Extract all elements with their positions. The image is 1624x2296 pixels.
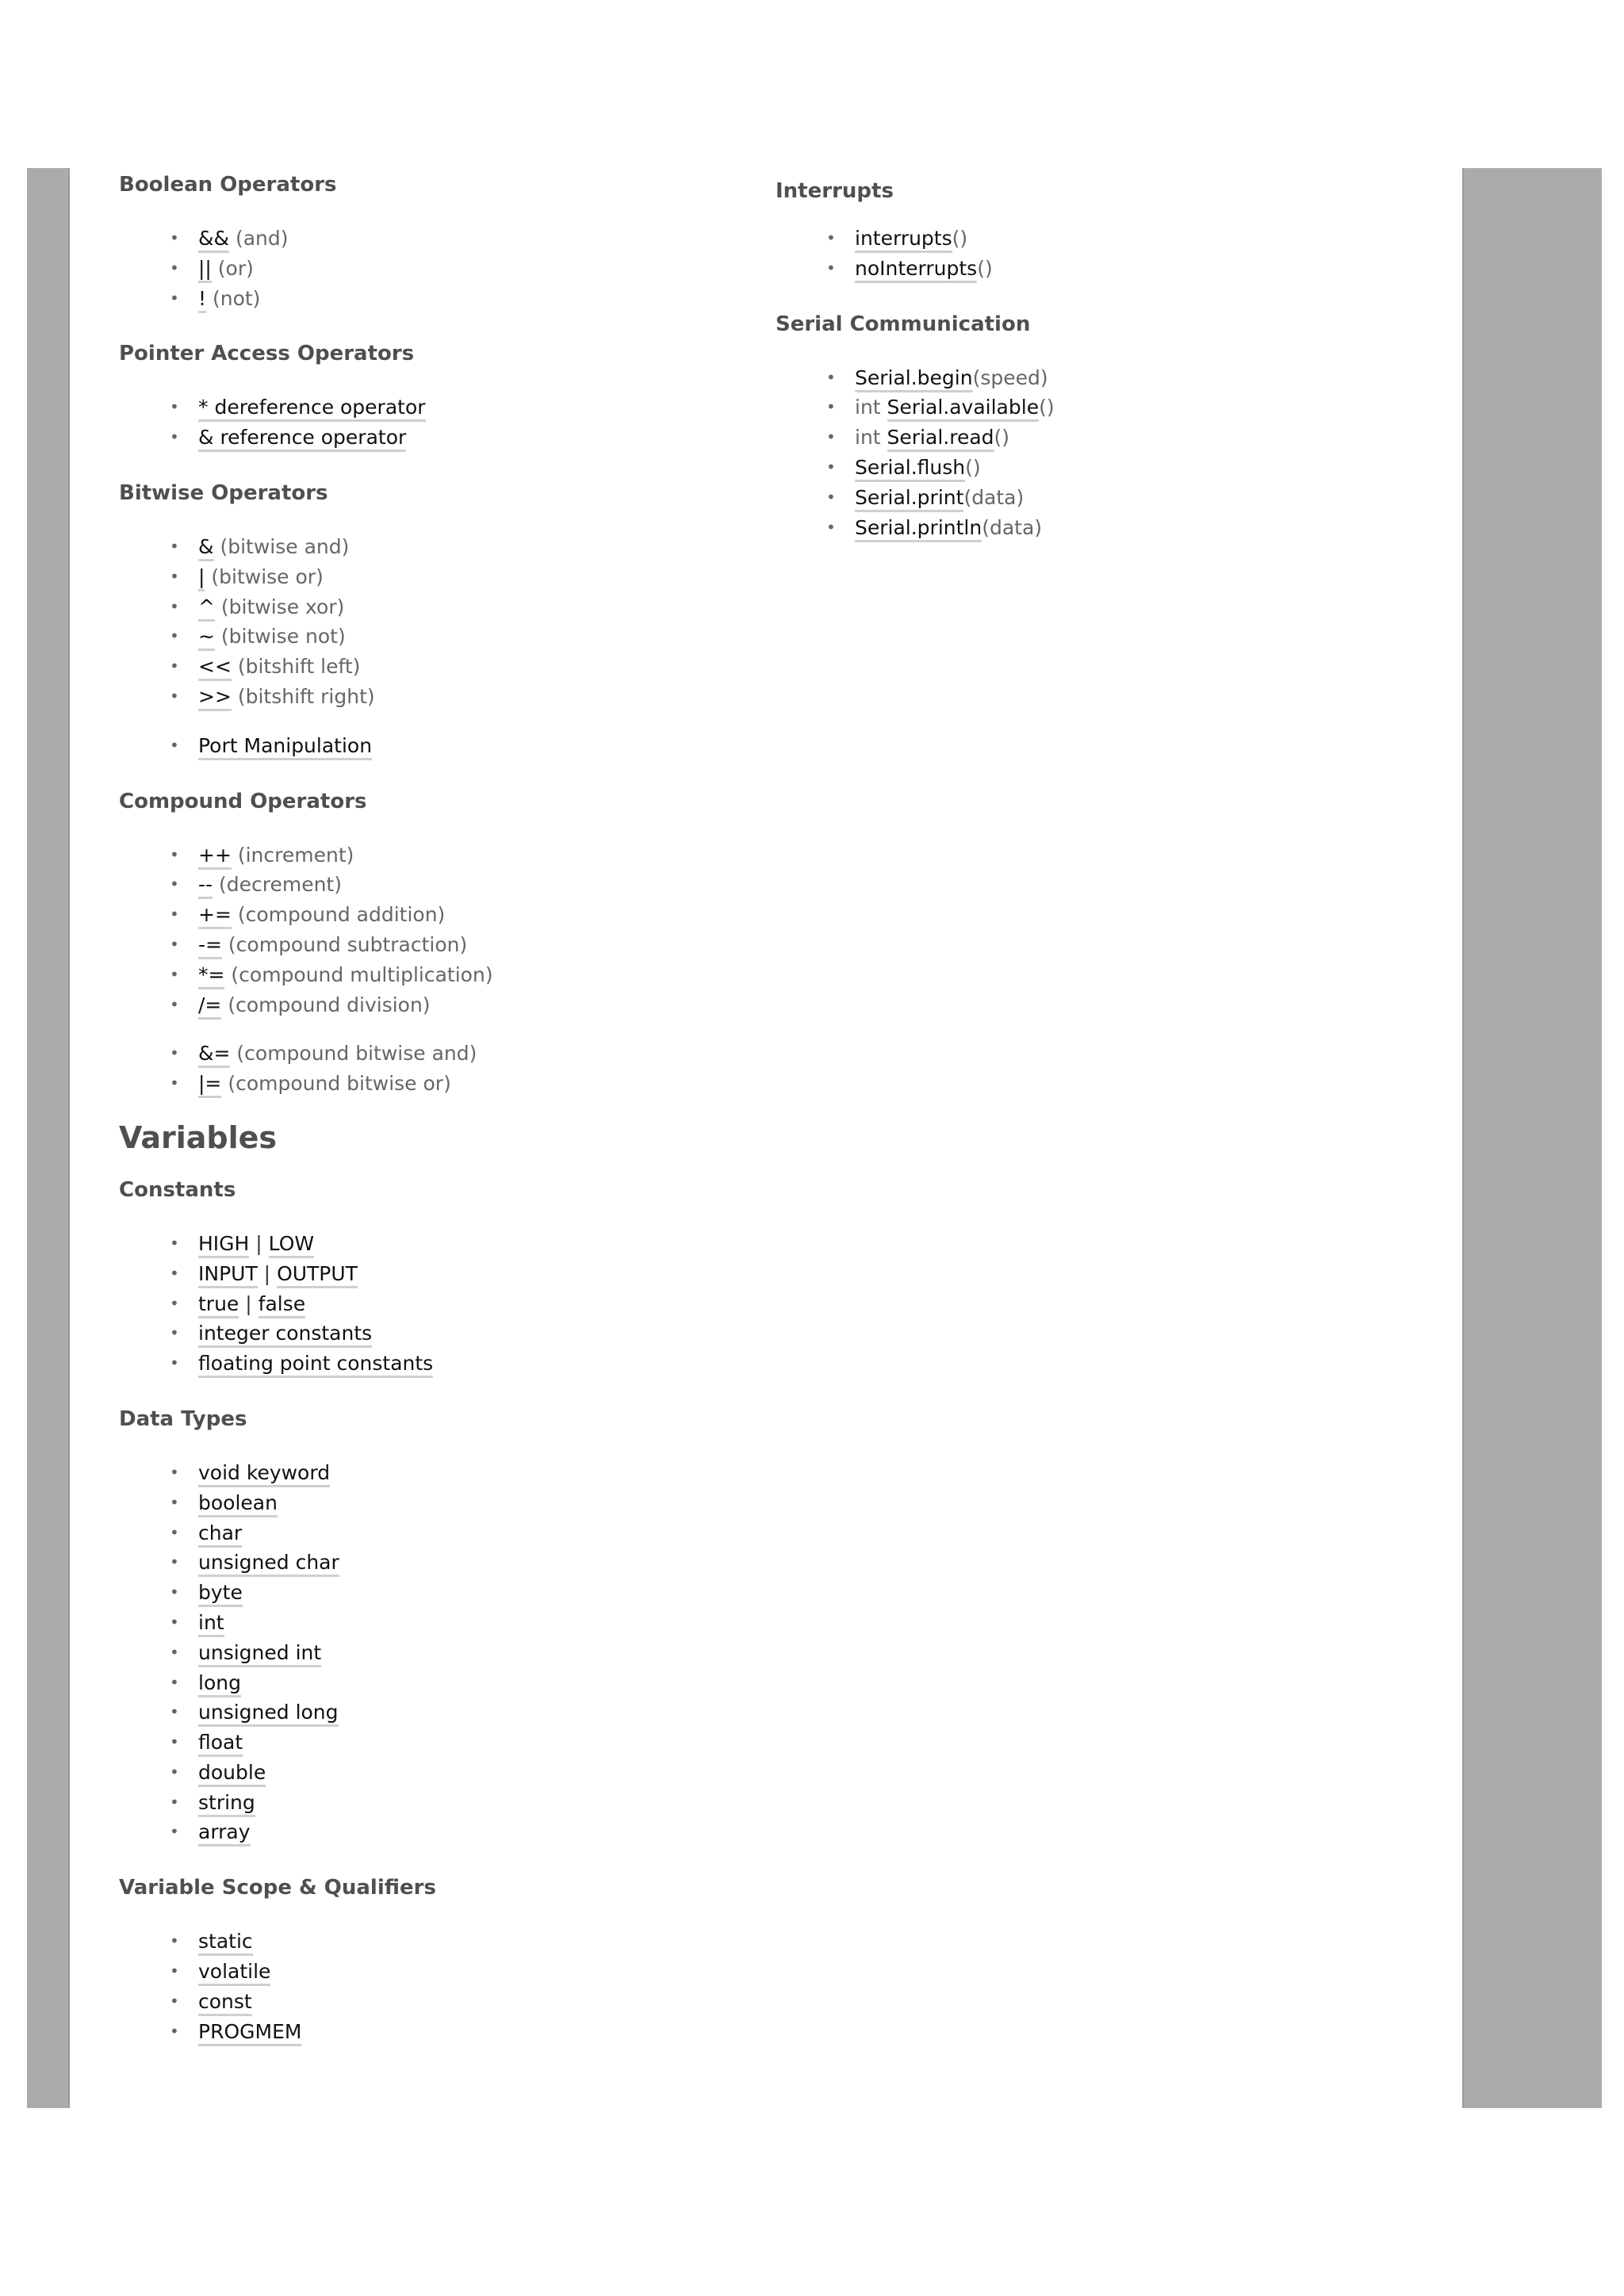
- list-item: [198, 1927, 737, 1957]
- reference-link[interactable]: Serial.begin: [855, 366, 973, 392]
- item-description: (bitshift right): [231, 684, 375, 708]
- list-item: [198, 1229, 737, 1259]
- list-boolean-operators: [119, 224, 737, 313]
- list-item: [198, 960, 737, 990]
- list-item: [198, 254, 737, 284]
- reference-link[interactable]: & reference operator: [198, 426, 406, 452]
- item-description: (bitwise xor): [214, 595, 345, 618]
- list-item: [198, 1957, 737, 1987]
- reference-link[interactable]: const: [198, 1990, 252, 2016]
- list-item: [198, 1349, 737, 1379]
- item-description: (): [965, 455, 981, 479]
- list-item: [198, 1488, 737, 1518]
- reference-link[interactable]: &&: [198, 227, 229, 253]
- reference-link[interactable]: * dereference operator: [198, 396, 426, 422]
- reference-link[interactable]: *=: [198, 963, 224, 989]
- list-item: [198, 1318, 737, 1349]
- list-item: [198, 1548, 737, 1578]
- separator: |: [249, 1231, 269, 1255]
- item-description: (): [1039, 396, 1055, 419]
- list-item: [198, 532, 737, 562]
- left-column: [119, 168, 737, 2046]
- list-bitwise-operators: [119, 532, 737, 712]
- list-item: [198, 1578, 737, 1608]
- reference-link[interactable]: volatile: [198, 1960, 270, 1986]
- heading-constants: Constants: [119, 1177, 236, 1202]
- reference-link[interactable]: byte: [198, 1581, 243, 1607]
- reference-link[interactable]: double: [198, 1761, 266, 1787]
- reference-link[interactable]: ^: [198, 595, 215, 622]
- item-description: (and): [229, 227, 289, 250]
- reference-link[interactable]: PROGMEM: [198, 2020, 301, 2046]
- list-item: [198, 1069, 737, 1099]
- list-item: [198, 392, 737, 423]
- list-interrupts: [776, 224, 1394, 284]
- heading-bitwise-operators: Bitwise Operators: [119, 480, 328, 505]
- item-description: (bitwise and): [213, 534, 350, 558]
- list-item: [198, 930, 737, 960]
- heading-compound-operators: Compound Operators: [119, 789, 367, 813]
- reference-link[interactable]: OUTPUT: [277, 1262, 358, 1288]
- reference-link[interactable]: array: [198, 1820, 251, 1846]
- reference-link[interactable]: static: [198, 1930, 253, 1956]
- reference-link[interactable]: Port Manipulation: [198, 734, 372, 760]
- reference-link[interactable]: unsigned int: [198, 1641, 321, 1667]
- heading-pointer-access-operators: Pointer Access Operators: [119, 342, 415, 366]
- list-item: [198, 1518, 737, 1548]
- list-item: [855, 363, 1394, 393]
- list-serial-communication: [776, 363, 1394, 543]
- reference-link[interactable]: Serial.print: [855, 486, 963, 512]
- item-description: (compound bitwise and): [230, 1042, 477, 1066]
- list-item: [198, 1788, 737, 1818]
- separator: |: [257, 1261, 278, 1285]
- reference-link[interactable]: LOW: [269, 1232, 314, 1258]
- list-item: [855, 224, 1394, 254]
- list-item: [198, 1987, 737, 2017]
- list-item: [198, 682, 737, 712]
- item-description: (bitshift left): [231, 655, 361, 679]
- list-pointer-operators: [119, 392, 737, 453]
- list-item: [855, 254, 1394, 284]
- list-item: [198, 562, 737, 592]
- reference-link[interactable]: /=: [198, 993, 221, 1020]
- list-item: [198, 840, 737, 871]
- item-description: (speed): [972, 365, 1048, 389]
- reference-link[interactable]: Serial.flush: [855, 456, 965, 482]
- list-item: [855, 392, 1394, 423]
- item-description: (compound multiplication): [224, 962, 493, 986]
- list-item: [198, 652, 737, 682]
- reference-link[interactable]: >>: [198, 685, 232, 711]
- left-margin-bar: [27, 168, 70, 2108]
- list-item: [198, 224, 737, 254]
- list-item: [198, 1668, 737, 1698]
- list-item: [198, 622, 737, 652]
- list-constants: [119, 1229, 737, 1379]
- reference-link[interactable]: true: [198, 1292, 239, 1318]
- section-title-variables: Variables: [119, 1119, 277, 1155]
- reference-link[interactable]: boolean: [198, 1491, 278, 1517]
- reference-link[interactable]: INPUT: [198, 1262, 258, 1288]
- item-description: (): [994, 426, 1010, 450]
- list-item: [198, 1259, 737, 1289]
- reference-link[interactable]: &: [198, 535, 214, 561]
- reference-link[interactable]: Serial.println: [855, 516, 982, 542]
- reference-link[interactable]: integer constants: [198, 1322, 372, 1348]
- reference-link[interactable]: unsigned char: [198, 1551, 339, 1577]
- reference-link[interactable]: float: [198, 1731, 243, 1757]
- reference-link[interactable]: ||: [198, 257, 212, 283]
- right-column: [776, 168, 1394, 542]
- reference-link[interactable]: int: [198, 1611, 224, 1637]
- reference-link[interactable]: long: [198, 1671, 241, 1697]
- list-item: [198, 990, 737, 1020]
- list-item: [198, 423, 737, 453]
- reference-link[interactable]: -=: [198, 933, 222, 959]
- list-item: [855, 453, 1394, 483]
- list-item: [198, 1817, 737, 1847]
- heading-interrupts: Interrupts: [776, 179, 894, 203]
- item-description: (not): [206, 286, 261, 310]
- list-item: [198, 1458, 737, 1488]
- item-description: (increment): [231, 843, 354, 867]
- reference-link[interactable]: <<: [198, 655, 232, 681]
- list-item: [198, 592, 737, 622]
- list-item: [855, 483, 1394, 513]
- list-item: [198, 1289, 737, 1319]
- item-description: (bitwise or): [205, 564, 324, 588]
- reference-link[interactable]: ~: [198, 625, 215, 651]
- separator: |: [239, 1292, 259, 1315]
- list-item: [198, 870, 737, 900]
- item-description: (compound bitwise or): [221, 1072, 451, 1096]
- item-description: (decrement): [213, 873, 342, 897]
- list-item: [198, 1638, 737, 1668]
- reference-link[interactable]: void keyword: [198, 1461, 330, 1487]
- item-description: (compound division): [221, 993, 431, 1016]
- list-item: [855, 513, 1394, 543]
- item-description: (compound addition): [231, 903, 446, 927]
- list-item: [198, 900, 737, 930]
- reference-link[interactable]: noInterrupts: [855, 257, 977, 283]
- reference-link[interactable]: ++: [198, 844, 232, 870]
- list-item: [855, 423, 1394, 453]
- heading-boolean-operators: Boolean Operators: [119, 173, 337, 197]
- list-bitwise-extra: [119, 731, 737, 761]
- item-description: (bitwise not): [214, 625, 346, 649]
- reference-link[interactable]: Serial.available: [887, 396, 1040, 422]
- reference-link[interactable]: HIGH: [198, 1232, 249, 1258]
- list-item: [198, 1697, 737, 1728]
- item-description: (): [977, 256, 993, 280]
- right-margin-bar: [1462, 168, 1602, 2108]
- reference-link[interactable]: floating point constants: [198, 1352, 433, 1378]
- list-item: [198, 1608, 737, 1638]
- list-item: [198, 1039, 737, 1069]
- reference-link[interactable]: char: [198, 1521, 242, 1548]
- type-prefix: int: [855, 426, 887, 450]
- heading-data-types: Data Types: [119, 1406, 247, 1431]
- reference-link[interactable]: |=: [198, 1072, 221, 1098]
- reference-link[interactable]: --: [198, 873, 213, 899]
- reference-link[interactable]: unsigned long: [198, 1701, 339, 1727]
- reference-link[interactable]: interrupts: [855, 227, 952, 253]
- item-description: (): [952, 227, 968, 250]
- list-data-types: [119, 1458, 737, 1847]
- reference-link[interactable]: Serial.read: [887, 426, 994, 452]
- reference-link[interactable]: +=: [198, 903, 232, 929]
- list-compound-operators: [119, 840, 737, 1020]
- list-item: [198, 731, 737, 761]
- list-compound-extra: [119, 1039, 737, 1099]
- item-description: (data): [982, 515, 1043, 539]
- list-item: [198, 1758, 737, 1788]
- list-item: [198, 1728, 737, 1758]
- list-item: [198, 284, 737, 314]
- reference-link[interactable]: string: [198, 1791, 255, 1817]
- reference-link[interactable]: !: [198, 287, 206, 313]
- heading-variable-scope: Variable Scope & Qualifiers: [119, 1876, 436, 1900]
- item-description: (or): [211, 256, 254, 280]
- item-description: (data): [963, 485, 1025, 509]
- heading-serial-communication: Serial Communication: [776, 312, 1031, 336]
- list-item: [198, 2017, 737, 2047]
- reference-link[interactable]: &=: [198, 1042, 230, 1068]
- reference-link[interactable]: |: [198, 565, 205, 591]
- type-prefix: int: [855, 396, 887, 419]
- reference-link[interactable]: false: [259, 1292, 305, 1318]
- list-variable-scope: [119, 1927, 737, 2046]
- item-description: (compound subtraction): [221, 932, 468, 956]
